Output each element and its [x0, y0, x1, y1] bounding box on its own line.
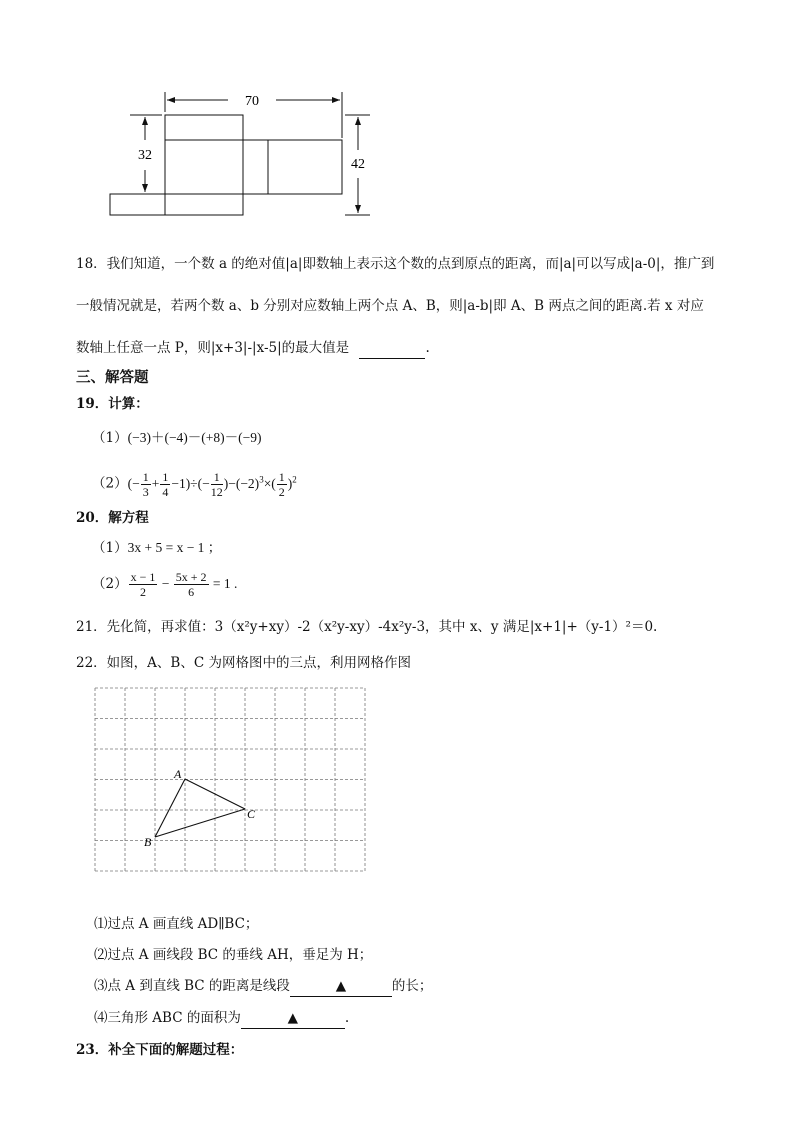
grid-lines [95, 688, 365, 871]
expr-seg: −1)÷(− [171, 475, 210, 491]
net-face-right [268, 140, 342, 194]
q19-part2-expression [127, 469, 297, 499]
q18-line2: 一般情况就是，若两个数 a、b 分别对应数轴上两个点 A、B，则|a-b|即 A、B 两点之间的距离.若 x 对应 [76, 298, 704, 314]
q18-tail: . [425, 340, 430, 356]
q22-step4-tail: . [344, 1010, 350, 1026]
q18-line1: 18．我们知道，一个数 a 的绝对值|a|即数轴上表示这个数的点到原点的距离，而|a|可以写成|a-0|，推广到 [76, 256, 715, 272]
net-face-tall [165, 115, 243, 215]
expr-seg: + [151, 475, 160, 491]
q18-line3 [76, 338, 430, 359]
grid-figure [94, 687, 366, 873]
q20-part2-expression [128, 570, 238, 600]
q18-answer-blank[interactable] [359, 338, 425, 359]
exponent: 2 [292, 474, 297, 484]
numerator: 1 [142, 469, 149, 484]
box-net-figure [100, 82, 390, 222]
denominator: 2 [139, 585, 146, 600]
segment-bc [155, 809, 245, 837]
dim-label-top: 70 [245, 94, 259, 109]
q19-part1 [92, 428, 262, 448]
segment-ab [155, 779, 185, 837]
q19-part2 [92, 462, 297, 501]
dim-label-left: 32 [138, 148, 152, 163]
q20-part1-expression: 3x + 5 = x − 1 ； [127, 540, 222, 555]
point-b-label: B [144, 835, 152, 849]
answer-placeholder-mark: ▲ [287, 1010, 299, 1026]
q19-part2-number: （2） [92, 475, 128, 492]
q22-step4-text: ⑷三角形 ABC 的面积为 [94, 1010, 241, 1026]
fraction [174, 570, 209, 599]
q22-step2: ⑵过点 A 画线段 BC 的垂线 AH，垂足为 H； [94, 947, 373, 963]
net-face-narrow [243, 140, 268, 194]
fraction [160, 470, 170, 499]
expr-seg: ×( [263, 475, 276, 491]
point-a-label: A [174, 767, 182, 781]
dim-label-right: 42 [351, 157, 365, 172]
numerator: 5x + 2 [175, 570, 207, 585]
q23-label: 23．补全下面的解题过程： [76, 1042, 244, 1058]
fraction [129, 570, 158, 599]
q22-step4-answer-blank[interactable] [241, 1008, 345, 1029]
q22-step3-answer-blank[interactable] [290, 976, 392, 997]
q19-part1-expression: (−3)＋(−4)－(+8)－(−9) [127, 430, 262, 445]
q22-step4 [94, 1008, 349, 1029]
net-face-left [110, 194, 165, 215]
q20-part1-number: （1） [92, 540, 128, 556]
q20-part1 [92, 538, 221, 558]
fraction [211, 470, 223, 499]
point-c-label: C [247, 807, 256, 821]
denominator: 3 [142, 484, 149, 499]
numerator: 1 [211, 470, 223, 485]
denominator: 6 [188, 585, 195, 600]
q22-label: 22．如图，A、B、C 为网格图中的三点，利用网格作图 [76, 655, 411, 671]
numerator: 1 [278, 469, 285, 484]
fraction [141, 470, 151, 499]
q18-line3-text: 数轴上任意一点 P，则|x+3|-|x-5|的最大值是 [76, 340, 350, 356]
section-title: 三、解答题 [76, 369, 149, 386]
answer-placeholder-mark: ▲ [335, 978, 347, 994]
denominator: 12 [210, 484, 223, 499]
numerator: x − 1 [130, 570, 156, 585]
triangle-abc [155, 779, 245, 837]
q21-text: 21．先化简，再求值：3（x²y+xy）-2（x²y-xy）-4x²y-3，其中 x、y 满足|x+1|+（y-1）²＝0. [76, 619, 658, 635]
expr-seg: )−(−2) [223, 475, 260, 491]
expr-seg: = 1 . [212, 576, 238, 591]
exponent: 3 [259, 474, 264, 484]
fraction [277, 470, 287, 499]
expr-seg: − [161, 576, 170, 591]
expr-seg: (− [127, 475, 140, 491]
q20-part2 [92, 567, 237, 601]
q22-step1: ⑴过点 A 画直线 AD∥BC； [94, 916, 259, 932]
q20-label: 20．解方程 [76, 510, 149, 526]
denominator: 4 [162, 484, 169, 499]
q19-label: 19．计算： [76, 396, 149, 412]
q19-part1-number: （1） [92, 430, 128, 446]
q22-step3-text: ⑶点 A 到直线 BC 的距离是线段 [94, 978, 290, 994]
q22-step3-tail: 的长； [391, 978, 433, 994]
expr-seg: ) [287, 475, 293, 491]
q22-step3 [94, 976, 432, 997]
denominator: 2 [278, 484, 285, 499]
q20-part2-number: （2） [92, 576, 128, 592]
numerator: 1 [162, 469, 169, 484]
